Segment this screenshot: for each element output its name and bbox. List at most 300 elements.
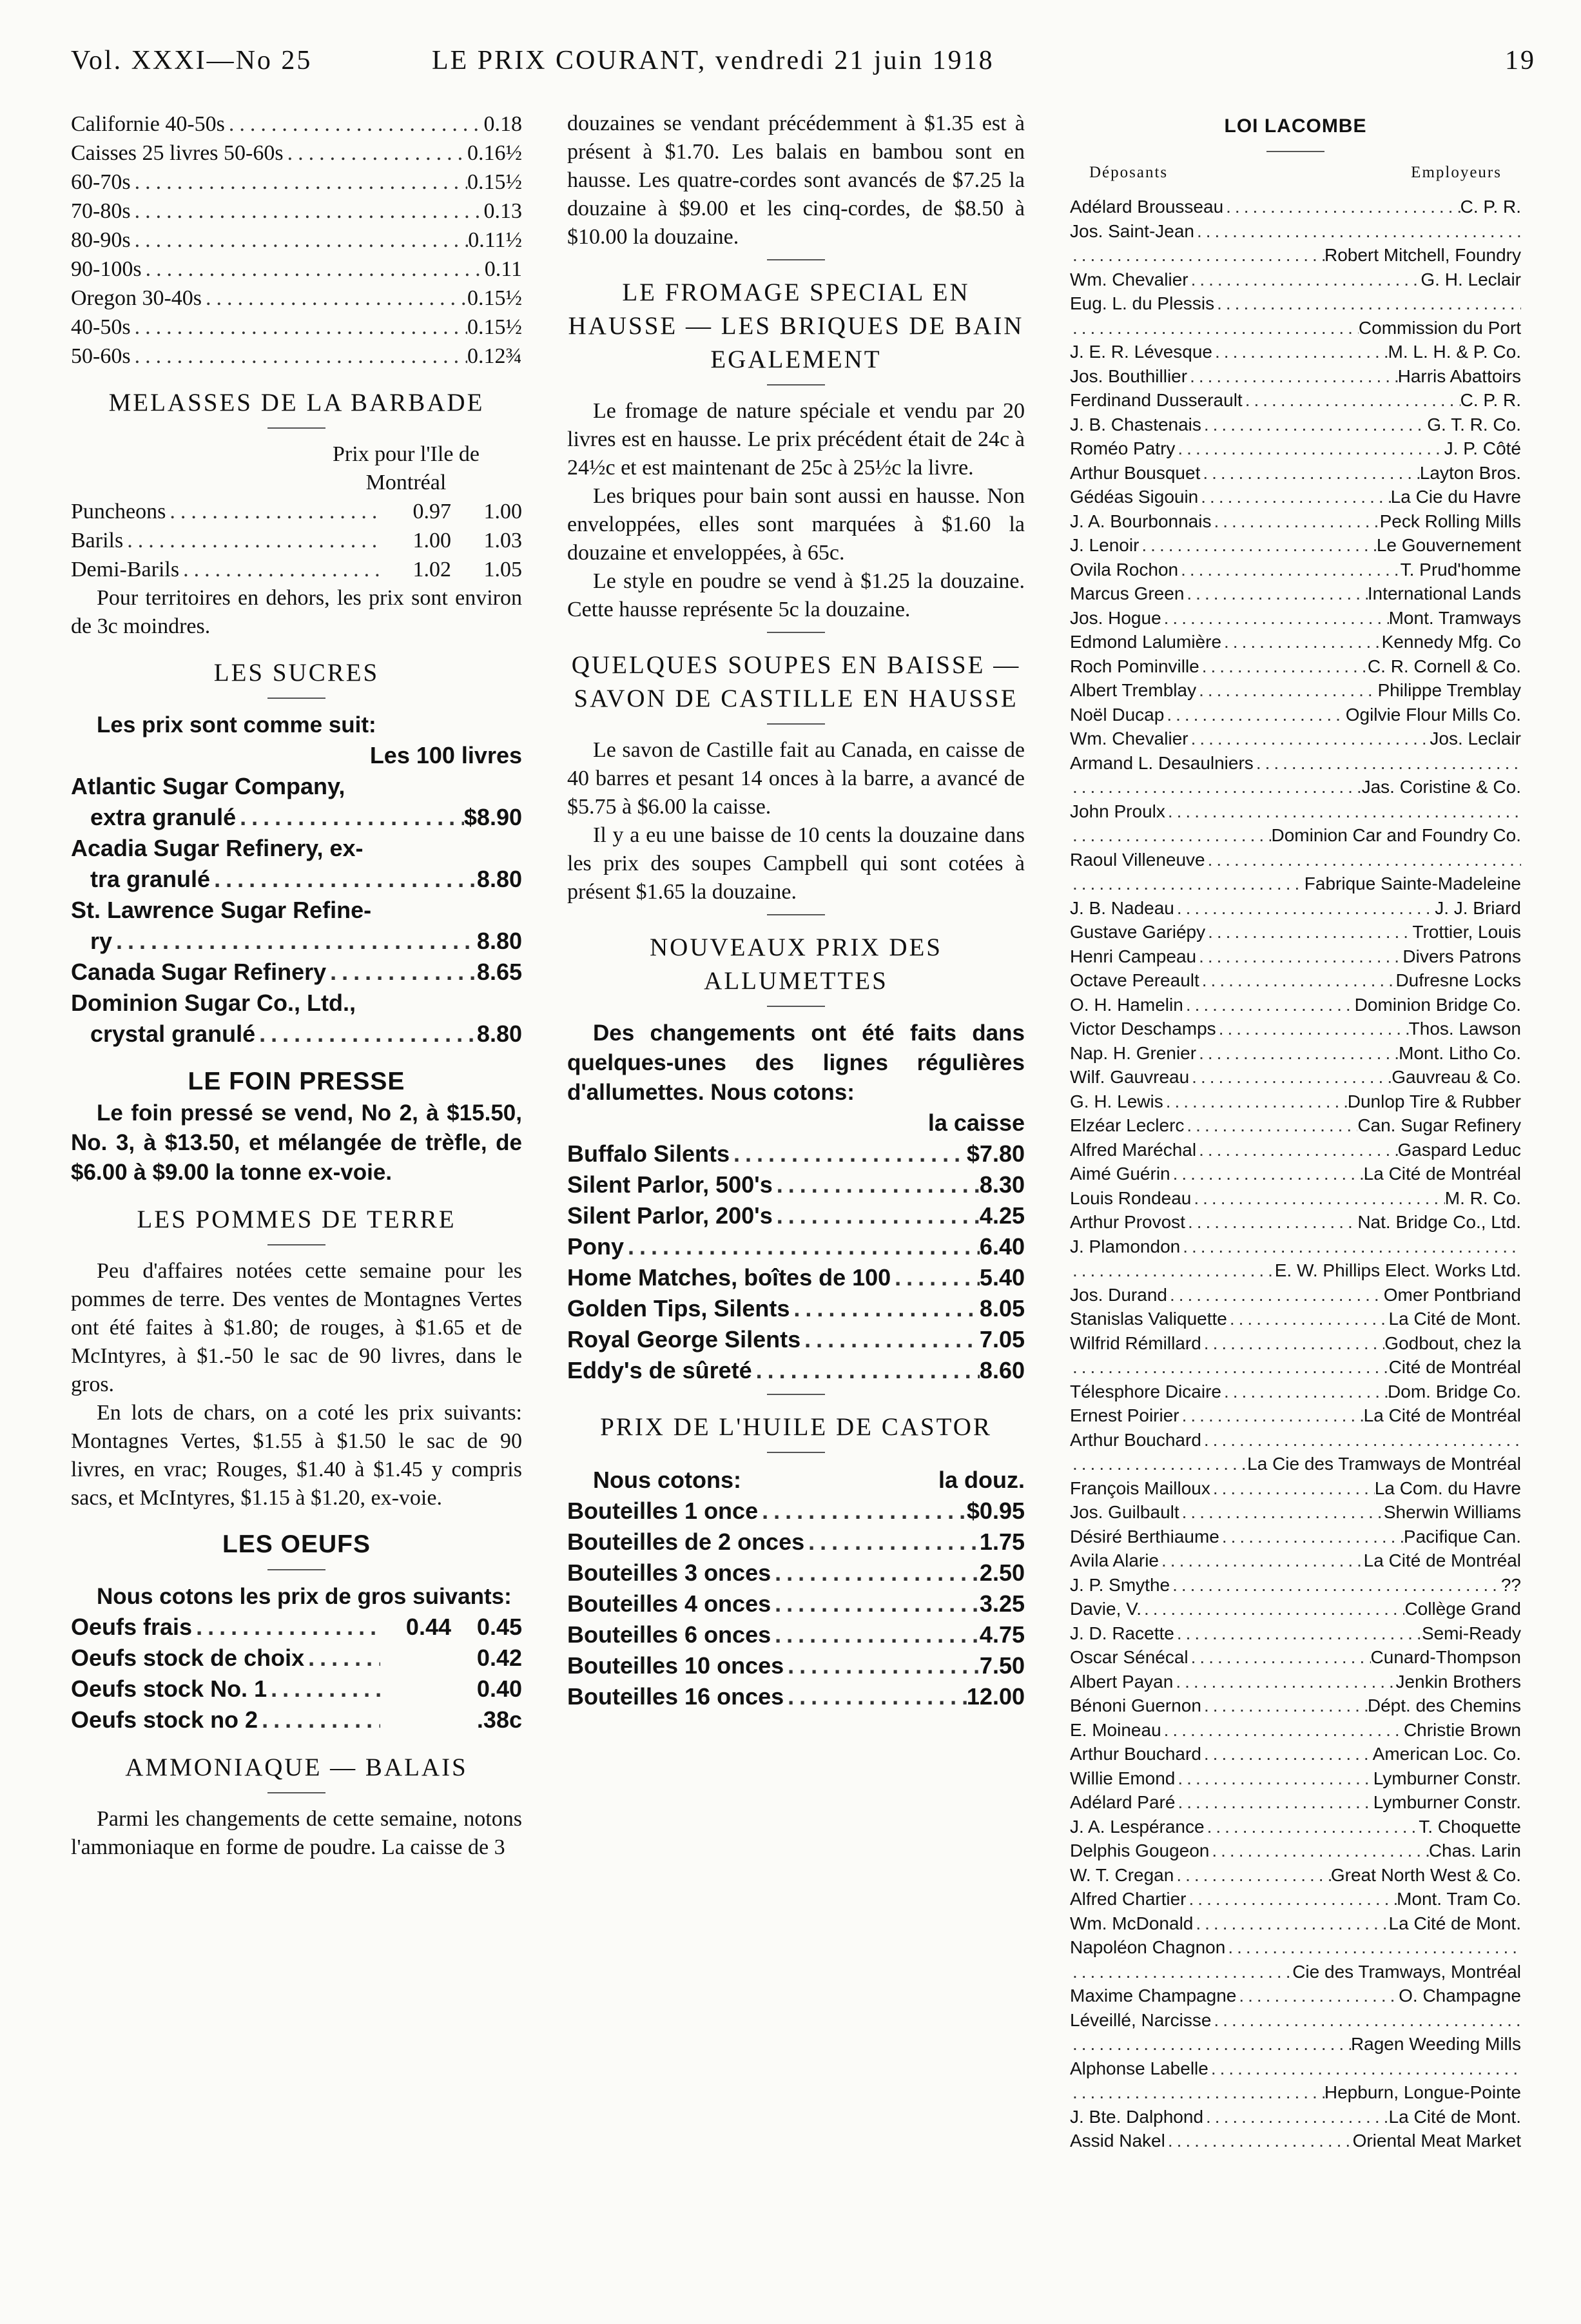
- deposant-name: Roméo Patry: [1070, 438, 1176, 458]
- employeur-name: ??: [1500, 1574, 1521, 1595]
- price-value-1: 1.00: [412, 529, 451, 552]
- leader-dots: [210, 864, 477, 895]
- deposant-name: O. H. Hamelin: [1070, 994, 1183, 1015]
- lacombe-row: [1070, 1694, 1521, 1718]
- lacombe-row: [1070, 2105, 1521, 2129]
- price-value-1: [380, 1704, 451, 1735]
- lacombe-row: [1070, 606, 1521, 630]
- leader-dots: [304, 1643, 380, 1674]
- leader-dots: [1070, 823, 1271, 848]
- leader-dots: [891, 1262, 980, 1293]
- leader-dots: [1201, 1694, 1368, 1718]
- deposant-name: Jos. Durand: [1070, 1284, 1167, 1305]
- leader-dots: [1188, 1645, 1371, 1670]
- fruit-price-list: [71, 110, 522, 371]
- leader-dots: [1187, 364, 1398, 389]
- leader-dots: [1173, 1670, 1395, 1694]
- leader-dots: [771, 1557, 980, 1588]
- deposant-name: Victor Deschamps: [1070, 1019, 1216, 1039]
- price-row: [71, 957, 522, 988]
- deposant-name: Bénoni Guernon: [1070, 1695, 1201, 1715]
- leader-dots: [267, 1674, 380, 1704]
- divider: [767, 1394, 825, 1395]
- price-row: [71, 555, 522, 584]
- leader-dots: [1201, 1742, 1373, 1766]
- price-value: 8.65: [476, 959, 522, 985]
- deposant-name: Aimé Guérin: [1070, 1164, 1170, 1184]
- leader-dots: [1174, 896, 1435, 921]
- lacombe-row: [1070, 1984, 1521, 2008]
- price-value-1: 1.02: [412, 558, 451, 581]
- price-label: Acadia Sugar Refinery, ex-: [71, 835, 364, 861]
- price-label: Silent Parlor, 200's: [567, 1202, 773, 1229]
- leader-dots: [1221, 630, 1382, 654]
- leader-dots: [1161, 606, 1389, 630]
- lacombe-row: [1070, 1815, 1521, 1839]
- price-row: [71, 342, 522, 371]
- price-label: Oeufs stock No. 1: [71, 1675, 267, 1702]
- lacombe-row: [1070, 1307, 1521, 1331]
- leader-dots: [1196, 1041, 1399, 1066]
- deposant-name: J. A. Lespérance: [1070, 1816, 1205, 1837]
- price-value: 8.80: [476, 1020, 522, 1047]
- price-row: [567, 1355, 1025, 1386]
- deposant-name: J. D. Racette: [1070, 1623, 1174, 1643]
- divider: [267, 1244, 325, 1245]
- price-label: Caisses 25 livres 50-60s: [71, 141, 284, 165]
- deposant-name: Gédéas Sigouin: [1070, 487, 1199, 507]
- volume-number: Vol. XXXI—No 25: [71, 46, 313, 75]
- deposant-name: Jos. Guilbault: [1070, 1502, 1179, 1522]
- price-row: [567, 1169, 1025, 1200]
- price-row: [567, 1588, 1025, 1619]
- leader-dots: [202, 284, 467, 313]
- lacombe-row: [1070, 1960, 1521, 1984]
- price-label: Barils: [71, 529, 124, 552]
- price-value: 0.11: [484, 257, 522, 281]
- fromage-para-3: Le style en poudre se vend à $1.25 la douzaine. Cette hausse représente 5c la douzaine.: [567, 569, 1025, 621]
- leader-dots: [1188, 268, 1421, 292]
- lacombe-row: [1070, 727, 1521, 751]
- leader-dots: [1070, 1960, 1292, 1984]
- employeur-name: T. Choquette: [1419, 1816, 1521, 1837]
- oeufs-heading: LES OEUFS: [222, 1530, 371, 1558]
- leader-dots: [1187, 1887, 1397, 1911]
- price-value: $0.95: [966, 1498, 1025, 1524]
- leader-dots: [131, 226, 469, 255]
- price-value-2: 1.05: [483, 558, 522, 581]
- deposant-name: Avila Alarie: [1070, 1550, 1159, 1570]
- leader-dots: [1243, 388, 1460, 413]
- lacombe-row: [1070, 1839, 1521, 1863]
- leader-dots: [131, 168, 467, 197]
- employeur-name: C. P. R.: [1460, 390, 1521, 410]
- price-row: [567, 1324, 1025, 1355]
- employeur-name: Cité de Montréal: [1388, 1357, 1521, 1377]
- price-value: $7.80: [966, 1140, 1025, 1167]
- leader-dots: [1184, 581, 1367, 606]
- price-row: [71, 1704, 522, 1735]
- lacombe-row: [1070, 1742, 1521, 1766]
- deposants-header: Déposants: [1089, 164, 1169, 181]
- leader-dots: [1194, 219, 1521, 244]
- lacombe-row: [1070, 848, 1521, 872]
- oeufs-intro: Nous cotons les prix de gros suivants:: [97, 1584, 512, 1609]
- leader-dots: [326, 957, 477, 988]
- price-label: Oregon 30-40s: [71, 286, 202, 310]
- soupes-para-1: Le savon de Castille fait au Canada, en caisse de 40 barres et pesant 14 onces à la barre, a avancé de $5.75 à $6.00 la caisse.: [567, 738, 1025, 819]
- leader-dots: [1196, 944, 1402, 969]
- leader-dots: [1200, 461, 1419, 485]
- lacombe-column-headers: [1070, 164, 1521, 182]
- deposant-name: J. Lenoir: [1070, 535, 1140, 555]
- leader-dots: [1175, 1790, 1373, 1815]
- employeur-name: Omer Pontbriand: [1383, 1284, 1521, 1305]
- allumettes-price-list: [567, 1138, 1025, 1386]
- deposant-name: J. B. Chastenais: [1070, 414, 1201, 435]
- price-label: St. Lawrence Sugar Refine-: [71, 897, 372, 923]
- price-row: [71, 771, 522, 802]
- leader-dots: [1070, 1355, 1389, 1380]
- deposant-name: Télesphore Dicaire: [1070, 1381, 1221, 1401]
- deposant-name: Eug. L. du Plessis: [1070, 293, 1215, 313]
- leader-dots: [1164, 703, 1345, 727]
- price-value-1: 0.44: [405, 1614, 451, 1640]
- leader-dots: [1221, 1380, 1388, 1404]
- leader-dots: [1165, 2129, 1353, 2153]
- leader-dots: [1189, 1065, 1392, 1089]
- deposant-name: W. T. Cregan: [1070, 1864, 1174, 1885]
- oeufs-price-list: [71, 1612, 522, 1735]
- price-label: Atlantic Sugar Company,: [71, 773, 345, 799]
- lacombe-row: [1070, 364, 1521, 389]
- leader-dots: [192, 1612, 380, 1643]
- leader-dots: [758, 1496, 967, 1527]
- leader-dots: [131, 313, 467, 342]
- leader-dots: [1184, 1113, 1357, 1138]
- price-row: [71, 1612, 522, 1643]
- employeur-name: American Loc. Co.: [1372, 1744, 1521, 1764]
- employeur-name: Trottier, Louis: [1412, 922, 1521, 942]
- deposant-name: J. Plamondon: [1070, 1236, 1181, 1256]
- leader-dots: [1227, 1307, 1389, 1331]
- employeur-name: Kennedy Mfg. Co: [1381, 632, 1521, 652]
- price-value: $8.90: [463, 804, 522, 830]
- leader-dots: [1161, 1718, 1404, 1743]
- employeur-name: M. L. H. & P. Co.: [1388, 342, 1521, 362]
- leader-dots: [1205, 848, 1521, 872]
- employeur-name: La Com. du Havre: [1374, 1478, 1521, 1498]
- employeur-name: Peck Rolling Mills: [1379, 511, 1521, 531]
- leader-dots: [1196, 678, 1377, 703]
- deposant-name: Stanislas Valiquette: [1070, 1309, 1227, 1329]
- leader-dots: [1174, 1863, 1331, 1888]
- price-value: 8.80: [476, 866, 522, 892]
- lacombe-row: [1070, 1887, 1521, 1911]
- price-label: 90-100s: [71, 257, 142, 281]
- leader-dots: [784, 1650, 980, 1681]
- divider: [767, 1452, 825, 1453]
- price-value: 0.16½: [467, 141, 522, 165]
- leader-dots: [1193, 1911, 1388, 1936]
- leader-dots: [1139, 533, 1376, 558]
- huile-heading: PRIX DE L'HUILE DE CASTOR: [600, 1413, 992, 1441]
- deposant-name: Maxime Champagne: [1070, 1986, 1237, 2006]
- leader-dots: [131, 342, 467, 371]
- melasses-note: Pour territoires en dehors, les prix sont environ de 3c moindres.: [71, 586, 522, 638]
- leader-dots: [1163, 1089, 1348, 1114]
- divider: [267, 1569, 325, 1570]
- leader-dots: [624, 1231, 980, 1262]
- lacombe-row: [1070, 1210, 1521, 1235]
- employeur-name: Cie des Tramways, Montréal: [1292, 1961, 1521, 1982]
- deposant-name: Ernest Poirier: [1070, 1405, 1179, 1425]
- lacombe-row: [1070, 485, 1521, 509]
- leader-dots: [1214, 291, 1521, 316]
- sucres-heading: LES SUCRES: [213, 659, 380, 687]
- leader-dots: [771, 1619, 980, 1650]
- employeur-name: Semi-Ready: [1421, 1623, 1521, 1643]
- price-value-2: 0.45: [476, 1614, 522, 1640]
- allumettes-heading: NOUVEAUX PRIX DES ALLUMETTES: [649, 933, 942, 995]
- deposant-name: Gustave Gariépy: [1070, 922, 1206, 942]
- employeur-name: Divers Patrons: [1402, 946, 1521, 966]
- leader-dots: [1159, 1548, 1364, 1573]
- deposant-name: Alfred Chartier: [1070, 1889, 1187, 1909]
- lacombe-row: [1070, 2129, 1521, 2153]
- leader-dots: [730, 1138, 967, 1169]
- lacombe-row: [1070, 872, 1521, 896]
- loi-lacombe-heading: LOI LACOMBE: [1224, 115, 1367, 137]
- employeur-name: T. Prud'homme: [1400, 559, 1521, 580]
- lacombe-row: [1070, 413, 1521, 437]
- price-value-2: .38c: [476, 1706, 522, 1733]
- price-value: 3.25: [979, 1590, 1025, 1617]
- price-label: Silent Parlor, 500's: [567, 1171, 773, 1198]
- price-row: [71, 139, 522, 168]
- employeur-name: Christie Brown: [1403, 1719, 1521, 1740]
- price-label: Canada Sugar Refinery: [71, 959, 327, 985]
- price-row: [71, 988, 522, 1019]
- lacombe-row: [1070, 751, 1521, 776]
- employeur-name: Commission du Port: [1358, 317, 1521, 338]
- price-value: 1.75: [979, 1528, 1025, 1555]
- employeur-name: Jenkin Brothers: [1395, 1671, 1521, 1692]
- leader-dots: [1070, 775, 1362, 799]
- price-value: 5.40: [979, 1264, 1025, 1291]
- price-value-1: 0.97: [412, 500, 451, 523]
- deposant-name: J. B. Nadeau: [1070, 897, 1174, 918]
- employeur-name: International Lands: [1367, 583, 1521, 603]
- lacombe-row: [1070, 291, 1521, 316]
- lacombe-row: [1070, 268, 1521, 292]
- leader-dots: [1070, 2032, 1351, 2056]
- employeur-name: La Cité de Montréal: [1363, 1550, 1521, 1570]
- soupes-para-2: Il y a eu une baisse de 10 cents la douzaine dans les prix des soupes Campbell qui sont cotées à présent $1.65 la douzaine.: [567, 823, 1025, 904]
- lacombe-row: [1070, 581, 1521, 606]
- leader-dots: [284, 139, 467, 168]
- leader-dots: [1254, 751, 1521, 776]
- employeur-name: M. R. Co.: [1444, 1187, 1521, 1208]
- deposant-name: Wm. Chevalier: [1070, 728, 1188, 748]
- allumettes-intro: Des changements ont été faits dans quelques-unes des lignes régulières d'allumettes. Nous cotons:: [567, 1020, 1025, 1105]
- leader-dots: [1183, 993, 1355, 1017]
- price-value-2: 0.40: [476, 1675, 522, 1702]
- employeur-name: La Cie du Havre: [1390, 487, 1521, 507]
- leader-dots: [1225, 1935, 1521, 1960]
- lacombe-row: [1070, 920, 1521, 944]
- huile-intro: Nous cotons:: [593, 1467, 741, 1493]
- price-label: Eddy's de sûreté: [567, 1357, 752, 1383]
- lacombe-row: [1070, 1548, 1521, 1573]
- price-row: [567, 1527, 1025, 1557]
- price-row: [71, 526, 522, 555]
- leader-dots: [1178, 558, 1400, 582]
- price-row: [71, 313, 522, 342]
- deposant-name: Alfred Maréchal: [1070, 1139, 1197, 1160]
- price-label: Oeufs stock no 2: [71, 1706, 258, 1733]
- price-row: [567, 1681, 1025, 1712]
- employeur-name: Philippe Tremblay: [1377, 680, 1521, 700]
- leader-dots: [1201, 1428, 1521, 1452]
- leader-dots: [123, 526, 380, 555]
- price-value: 7.50: [979, 1652, 1025, 1679]
- leader-dots: [1070, 2080, 1324, 2105]
- deposant-name: Arthur Bouchard: [1070, 1429, 1201, 1450]
- employeur-name: Dominion Car and Foundry Co.: [1271, 825, 1521, 845]
- leader-dots: [1205, 1815, 1419, 1839]
- deposant-name: Edmond Lalumière: [1070, 632, 1222, 652]
- divider: [767, 259, 825, 260]
- leader-dots: [1208, 2056, 1521, 2081]
- lacombe-row: [1070, 1452, 1521, 1476]
- deposant-name: John Proulx: [1070, 801, 1165, 821]
- employeur-name: G. T. R. Co.: [1427, 414, 1521, 435]
- leader-dots: [1188, 727, 1430, 751]
- employeur-name: Mont. Tram Co.: [1397, 1889, 1521, 1909]
- leader-dots: [1179, 1500, 1384, 1525]
- employeur-name: Lymburner Constr.: [1373, 1768, 1521, 1788]
- price-row: [567, 1496, 1025, 1527]
- leader-dots: [1070, 1452, 1247, 1476]
- lacombe-row: [1070, 1573, 1521, 1597]
- deposant-name: Wm. McDonald: [1070, 1913, 1194, 1933]
- leader-dots: [1180, 1235, 1521, 1259]
- lacombe-row: [1070, 1258, 1521, 1283]
- pommes-heading: LES POMMES DE TERRE: [137, 1206, 456, 1233]
- lacombe-row: [1070, 2008, 1521, 2033]
- deposant-name: Armand L. Desaulniers: [1070, 752, 1254, 773]
- price-row: [567, 1262, 1025, 1293]
- price-row: [567, 1231, 1025, 1262]
- employeur-name: Fabrique Sainte-Madeleine: [1304, 874, 1521, 893]
- publication-title: LE PRIX COURANT, vendredi 21 juin 1918: [432, 46, 994, 75]
- divider: [267, 1792, 325, 1793]
- employeur-name: Cunard-Thompson: [1370, 1647, 1521, 1667]
- deposant-name: J. E. R. Lévesque: [1070, 342, 1213, 362]
- deposant-name: Léveillé, Narcisse: [1070, 2009, 1212, 2030]
- price-row: [71, 1019, 522, 1050]
- price-label: Bouteilles 1 once: [567, 1498, 759, 1524]
- leader-dots: [225, 110, 484, 139]
- pommes-para-1: Peu d'affaires notées cette semaine pour les pommes de terre. Des ventes de Montagnes Vertes ont été faites à $1.80; de rouges, à $1.65 et de McIntyres, à $1.-50 le sac de 90 livres, dans le gros.: [71, 1259, 522, 1396]
- lacombe-row: [1070, 558, 1521, 582]
- price-label: Home Matches, boîtes de 100: [567, 1264, 891, 1291]
- price-label: Pony: [567, 1233, 625, 1260]
- deposant-name: François Mailloux: [1070, 1478, 1210, 1498]
- leader-dots: [752, 1355, 980, 1386]
- deposant-name: Albert Tremblay: [1070, 680, 1197, 700]
- employeur-name: E. W. Phillips Elect. Works Ltd.: [1274, 1260, 1521, 1280]
- price-row: [71, 226, 522, 255]
- balais-continued: douzaines se vendant précédemment à $1.35 est à présent à $1.70. Les balais en bambou sont en hausse. Les quatre-cordes sont avancés de $7.25 la douzaine à $9.00 et les cinq-cordes, de $8.50 à $10.00 la douzaine.: [567, 112, 1025, 249]
- deposant-name: Jos. Hogue: [1070, 607, 1161, 628]
- lacombe-row: [1070, 1911, 1521, 1936]
- price-label: Bouteilles 16 onces: [567, 1683, 784, 1710]
- employeur-name: La Cité de Mont.: [1388, 1309, 1521, 1329]
- employeur-name: Ragen Weeding Mills: [1350, 2034, 1521, 2054]
- lacombe-row: [1070, 799, 1521, 824]
- price-label: 60-70s: [71, 170, 131, 194]
- lacombe-row: [1070, 243, 1521, 268]
- price-row: [567, 1650, 1025, 1681]
- employeur-name: Pacifique Can.: [1403, 1526, 1521, 1547]
- lacombe-row: [1070, 1428, 1521, 1452]
- price-label: Bouteilles 6 onces: [567, 1621, 771, 1648]
- lacombe-row: [1070, 1041, 1521, 1066]
- lacombe-row: [1070, 1186, 1521, 1211]
- deposant-name: Wilf. Gauvreau: [1070, 1067, 1190, 1087]
- divider: [267, 698, 325, 699]
- divider: [767, 384, 825, 386]
- deposant-name: Jos. Bouthillier: [1070, 366, 1188, 386]
- lacombe-row: [1070, 1525, 1521, 1549]
- deposant-name: Assid Nakel: [1070, 2131, 1165, 2151]
- ammoniaque-heading: AMMONIAQUE — BALAIS: [125, 1753, 468, 1781]
- price-label: 70-80s: [71, 199, 131, 223]
- price-row: [71, 895, 522, 926]
- fromage-para-1: Le fromage de nature spéciale et vendu par 20 livres est en hausse. Le prix précédent était de 24c à 24½c et est maintenant de 25c à 25½c la livre.: [567, 399, 1025, 480]
- deposant-name: Marcus Green: [1070, 583, 1185, 603]
- price-value: 2.50: [979, 1559, 1025, 1586]
- deposant-name: J. P. Smythe: [1070, 1574, 1170, 1595]
- deposant-name: Davie, V.: [1070, 1599, 1142, 1619]
- lacombe-row: [1070, 195, 1521, 219]
- lacombe-row: [1070, 896, 1521, 921]
- lacombe-row: [1070, 388, 1521, 413]
- employeur-name: Mont. Tramways: [1388, 607, 1521, 628]
- lacombe-row: [1070, 1113, 1521, 1138]
- lacombe-row: [1070, 2056, 1521, 2081]
- foin-heading: LE FOIN PRESSE: [188, 1068, 405, 1095]
- price-value: 0.15½: [467, 286, 522, 310]
- price-row: [71, 833, 522, 864]
- leader-dots: [1216, 1017, 1409, 1041]
- leader-dots: [1191, 1186, 1444, 1211]
- price-row: [567, 1200, 1025, 1231]
- leader-dots: [1185, 1210, 1357, 1235]
- employeur-name: Thos. Lawson: [1408, 1019, 1521, 1039]
- leader-dots: [1175, 1766, 1373, 1791]
- deposant-name: Arthur Bouchard: [1070, 1744, 1201, 1764]
- price-row: [71, 802, 522, 833]
- price-value-2: 0.42: [476, 1645, 522, 1671]
- deposant-name: Noël Ducap: [1070, 704, 1165, 725]
- price-row: [71, 197, 522, 226]
- deposant-name: Oscar Sénécal: [1070, 1647, 1188, 1667]
- employeur-name: Le Gouvernement: [1376, 535, 1521, 555]
- deposant-name: Delphis Gougeon: [1070, 1841, 1210, 1860]
